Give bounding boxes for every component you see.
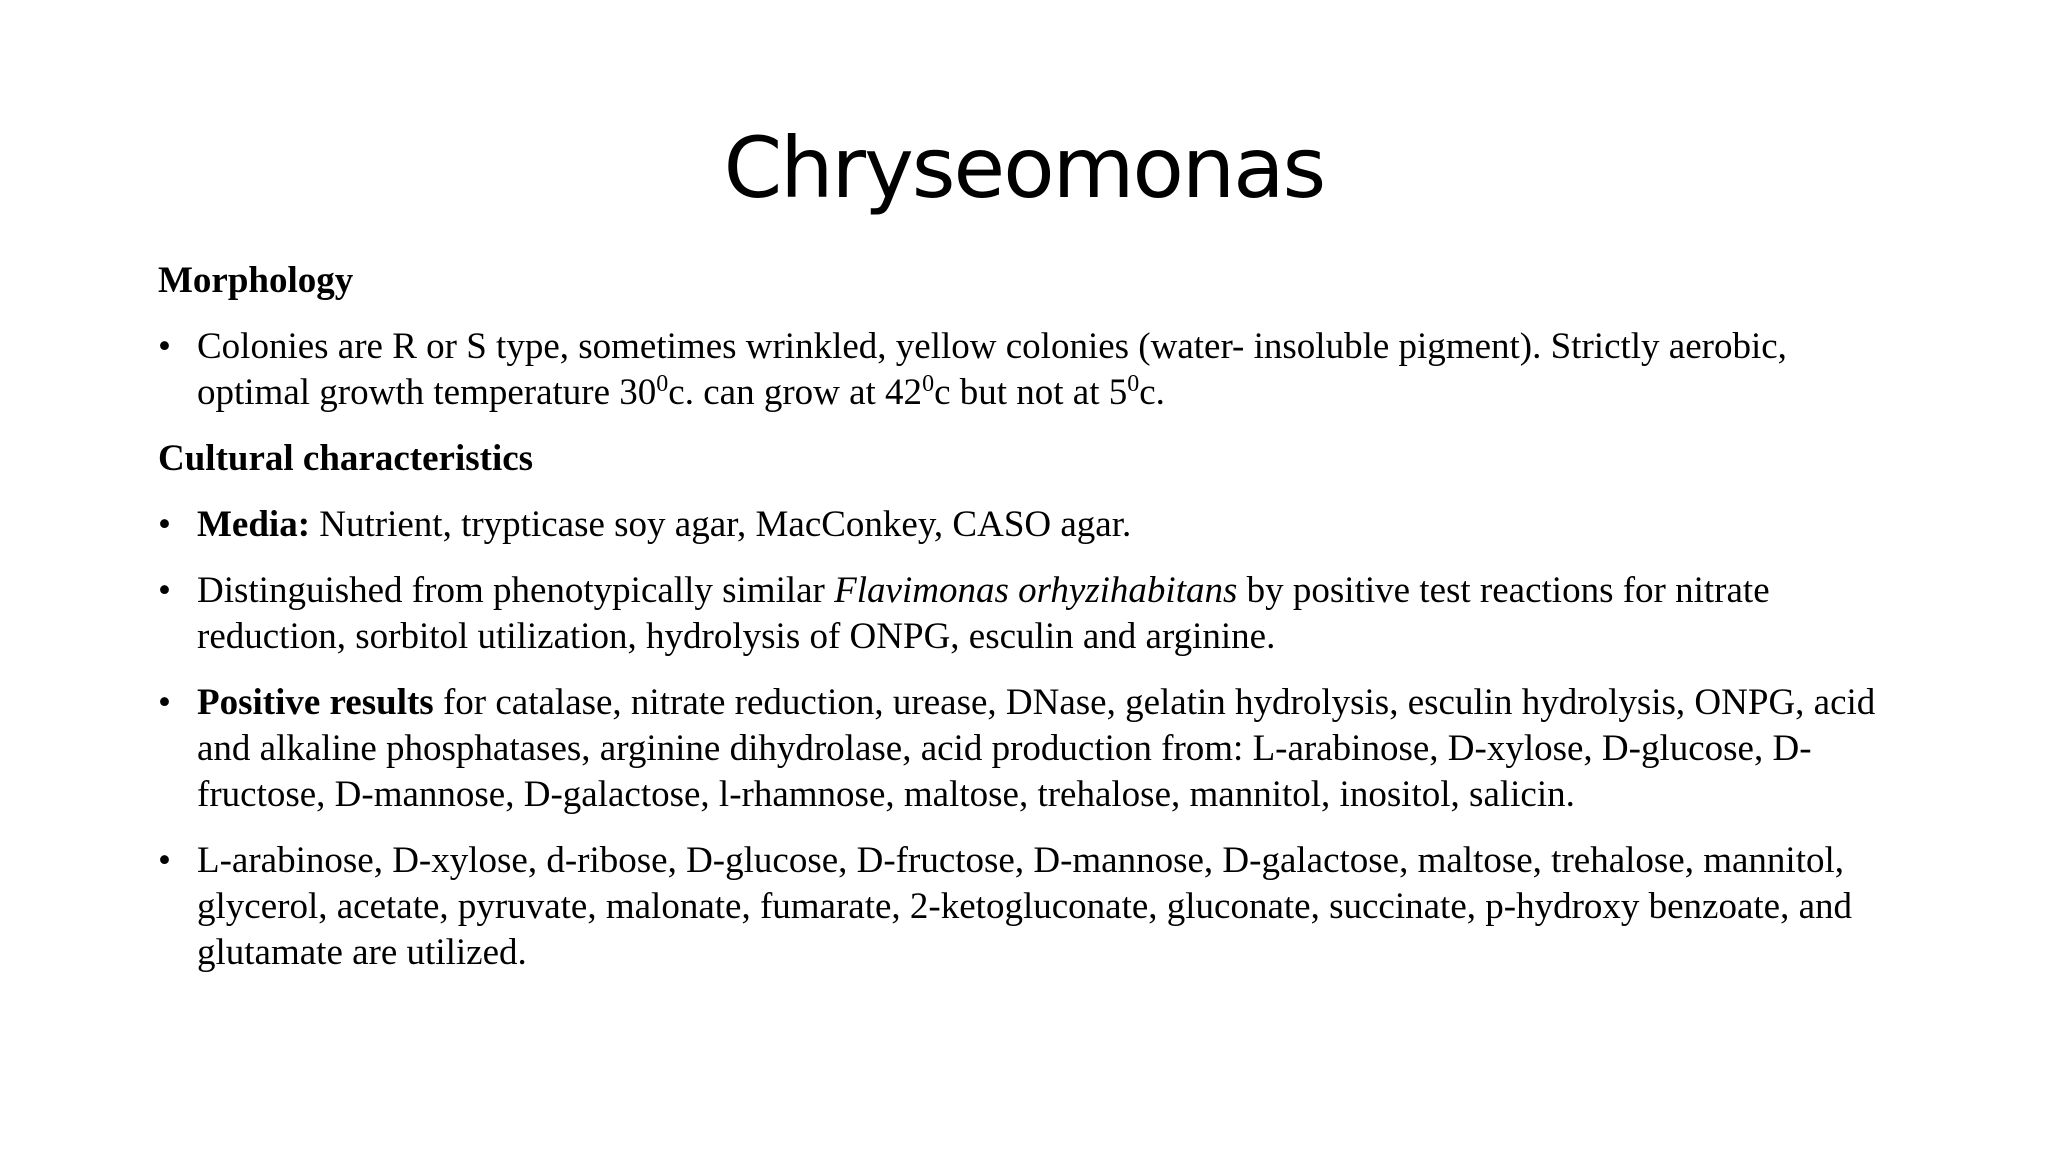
- bullet-dot: •: [158, 570, 171, 611]
- morphology-text-4: c.: [1139, 372, 1165, 413]
- superscript-1: 0: [656, 371, 669, 397]
- bullet-dot: •: [158, 326, 171, 367]
- superscript-2: 0: [922, 371, 935, 397]
- distinguished-bullet: [158, 568, 1898, 660]
- distinguished-text-before: Distinguished from phenotypically similar: [197, 570, 835, 611]
- morphology-text-3: c but not at 5: [934, 372, 1128, 413]
- distinguished-text-after: by positive test reactions for nitrate reduction, sorbitol utilization, hydrolysis of ONPG, esculin and arginine.: [197, 570, 1770, 657]
- bullet-dot: •: [158, 682, 171, 723]
- bullet-dot: •: [158, 504, 171, 545]
- positive-results-label: Positive results: [197, 682, 434, 723]
- morphology-bullet: [158, 324, 1898, 416]
- positive-results-text: for catalase, nitrate reduction, urease, DNase, gelatin hydrolysis, esculin hydrolysis, ONPG, acid and alkaline phosphatases, arginine dihydrolase, acid production from: L-arabinose, D-xylose, D-glucose, D-fructose, D-mannose, D-galactose, l-rhamnose, maltose, trehalose, mannitol, inositol, salicin.: [197, 682, 1876, 815]
- slide-body: [158, 258, 1898, 996]
- morphology-text-2: c. can grow at 42: [668, 372, 923, 413]
- media-bullet: [158, 502, 1898, 548]
- slide-title: Chryseomonas: [723, 119, 1325, 217]
- positive-results-bullet: [158, 680, 1898, 818]
- utilized-bullet: [158, 838, 1898, 976]
- media-text: Nutrient, trypticase soy agar, MacConkey, CASO agar.: [310, 504, 1132, 545]
- superscript-3: 0: [1127, 371, 1140, 397]
- morphology-heading: Morphology: [158, 260, 354, 301]
- bullet-dot: •: [158, 840, 171, 881]
- utilized-text: L-arabinose, D-xylose, d-ribose, D-glucose, D-fructose, D-mannose, D-galactose, maltose, trehalose, mannitol, glycerol, acetate, pyruvate, malonate, fumarate, 2-ketogluconate, gluconate, succinate, p-hydroxy benzoate, and glutamate are utilized.: [197, 840, 1853, 973]
- cultural-heading: Cultural characteristics: [158, 438, 534, 479]
- species-name: Flavimonas orhyzihabitans: [834, 570, 1238, 611]
- morphology-text-1: Colonies are R or S type, sometimes wrinkled, yellow colonies (water- insoluble pigment). Strictly aerobic, optimal growth temperature 30: [197, 326, 1787, 413]
- media-label: Media:: [197, 504, 311, 545]
